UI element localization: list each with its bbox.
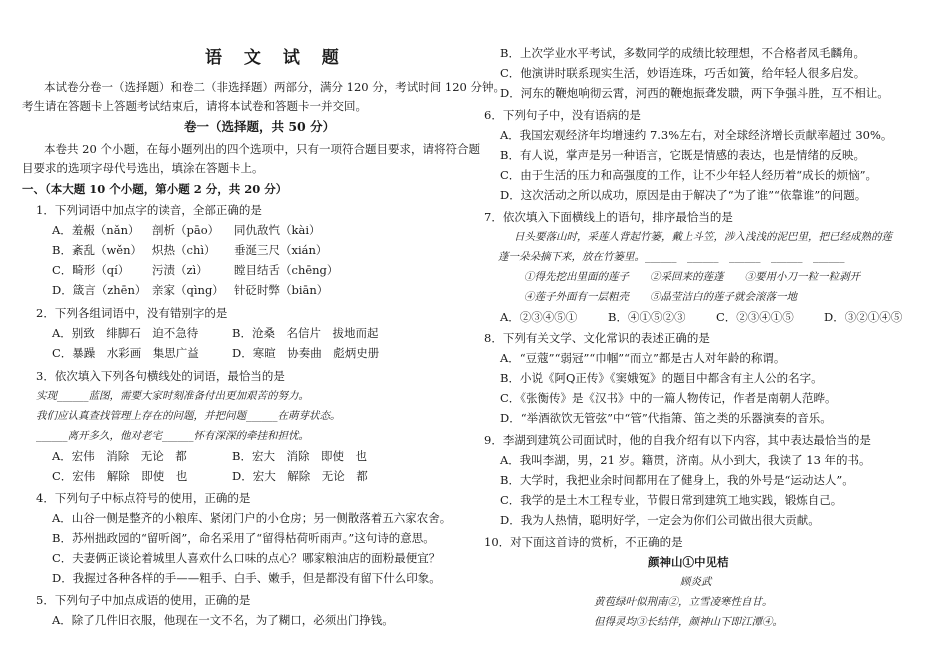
- q9-stem: 9．李湖到建筑公司面试时，他的自我介绍有以下内容，其中表达最恰当的是: [484, 433, 871, 447]
- q8-option-b: B．小说《阿Q正传》《窦娥冤》的题目中都含有主人公的名字。: [500, 371, 823, 385]
- poem-title: 颜神山①中见桔: [648, 555, 729, 569]
- q1-a-1: A．羞赧（nǎn）: [52, 223, 140, 237]
- q6-option-c: C．由于生活的压力和高强度的工作，让不少年轻人经历着“成长的烦恼”。: [500, 168, 878, 182]
- q5-option-a: A．除了几件旧衣服，他现在一文不名，为了糊口，必须出门挣钱。: [52, 613, 394, 627]
- q8-stem: 8．下列有关文学、文化常识的表述正确的是: [484, 331, 710, 345]
- q3-option-c: C．宏伟 解除 即使 也: [52, 469, 188, 483]
- q6-option-d: D．这次活动之所以成功，原因是由于解决了“为了谁”“依靠谁”的问题。: [500, 188, 867, 202]
- q2-option-c: C．暴躁 水彩画 集思广益: [52, 346, 199, 360]
- q9-option-d: D．我为人热情，聪明好学，一定会为你们公司做出很大贡献。: [500, 513, 820, 527]
- q2-option-b: B．沧桑 名信片 拔地而起: [232, 326, 379, 340]
- q8-option-a: A．“豆蔻”“弱冠”“巾帼”“而立”都是古人对年龄的称谓。: [500, 351, 786, 365]
- q3-sentence-1: 实现______蓝图，需要大家时刻准备付出更加艰苦的努力。: [36, 390, 309, 402]
- q7-passage-1: 日头要落山时，采莲人背起竹篓，戴上斗笠，涉入浅浅的泥巴里，把已经成熟的莲: [514, 231, 892, 243]
- q8-option-d: D．“举酒欲饮无管弦”中“管”代指箫、笛之类的乐器演奏的音乐。: [500, 411, 832, 425]
- q7-option-c: C．②③④①⑤: [716, 310, 794, 324]
- poem-author: 顾炎武: [680, 576, 712, 588]
- q2-option-d: D．寒暄 协奏曲 彪炳史册: [232, 346, 380, 360]
- q10-stem: 10．对下面这首诗的赏析，不正确的是: [484, 535, 683, 549]
- q9-option-b: B．大学时，我把业余时间都用在了健身上，我的外号是“运动达人”。: [500, 473, 854, 487]
- q3-option-a: A．宏伟 消除 无论 都: [52, 449, 187, 463]
- q1-c-2: 污渍（zì）: [152, 263, 208, 277]
- section-title: 卷一（选择题，共 50 分）: [184, 119, 336, 134]
- q7-items-2: ④莲子外面有一层粗壳 ⑤晶莹洁白的莲子就会滚落一地: [524, 291, 797, 303]
- q7-passage-2: 蓬一朵朵摘下来，放在竹篓里。______ ______ ______ ______ ______: [498, 251, 845, 263]
- right-column: [484, 0, 934, 671]
- q4-option-a: A．山谷一侧是整齐的小粮库、紧闭门户的小仓房；另一侧散落着五六家农舍。: [52, 511, 452, 525]
- poem-line-2: 但得灵均③长结伴，颜神山下即江潭④。: [594, 616, 783, 628]
- q1-b-1: B．紊乱（wěn）: [52, 243, 143, 257]
- q3-sentence-3: ______离开多久，他对老宅______怀有深深的牵挂和担忧。: [36, 430, 309, 442]
- q6-option-b: B．有人说，掌声是另一种语言，它既是情感的表达，也是情绪的反映。: [500, 148, 865, 162]
- q9-option-a: A．我叫李湖，男，21 岁。籍贯，济南。从小到大，我读了 13 年的书。: [500, 453, 871, 467]
- q1-c-3: 瞠目结舌（chēng）: [234, 263, 339, 277]
- q3-option-b: B．宏大 消除 即使 也: [232, 449, 367, 463]
- q9-option-c: C．我学的是土木工程专业，节假日常到建筑工地实践，锻炼自己。: [500, 493, 843, 507]
- q2-stem: 2．下列各组词语中，没有错别字的是: [36, 306, 228, 320]
- q1-a-2: 剖析（pāo）: [152, 223, 220, 237]
- q1-stem: 1．下列词语中加点字的读音，全部正确的是: [36, 203, 262, 217]
- q5-stem: 5．下列句子中加点成语的使用，正确的是: [36, 593, 251, 607]
- section-intro-1: 本卷共 20 个小题，在每小题列出的四个选项中，只有一项符合题目要求，请将符合题: [44, 142, 480, 156]
- q6-option-a: A．我国宏观经济年均增速约 7.3%左右，对全球经济增长贡献率超过 30%。: [500, 128, 893, 142]
- q2-option-a: A．别致 绯脚石 迫不急待: [52, 326, 199, 340]
- part-one-heading: 一、（本大题 10 个小题，第小题 2 分，共 20 分）: [22, 182, 288, 196]
- q5-option-b: B．上次学业水平考试，多数同学的成绩比较理想，不合格者凤毛麟角。: [500, 46, 865, 60]
- q7-items-1: ①得先挖出里面的莲子 ②采回来的莲蓬 ③要用小刀一粒一粒剥开: [524, 271, 860, 283]
- left-column: [22, 0, 506, 671]
- q7-stem: 7．依次填入下面横线上的语句，排序最恰当的是: [484, 210, 733, 224]
- q7-option-b: B．④①⑤②③: [608, 310, 686, 324]
- q3-sentence-2: 我们应认真查找管理上存在的问题，并把问题______在萌芽状态。: [36, 410, 341, 422]
- q7-option-a: A．②③④⑤①: [500, 310, 578, 324]
- q4-option-c: C．夫妻俩正谈论着城里人喜欢什么口味的点心？哪家粮油店的面粉最便宜？: [52, 551, 441, 565]
- q4-option-b: B．苏州拙政园的“留听阁”，命名采用了“留得枯荷听雨声。”这句诗的意思。: [52, 531, 435, 545]
- exam-title: 语 文 试 题: [205, 48, 347, 68]
- intro-line-1: 本试卷分卷一（选择题）和卷二（非选择题）两部分，满分 120 分，考试时间 120 分钟。: [44, 80, 506, 94]
- q1-d-3: 针砭时弊（biān）: [234, 283, 329, 297]
- q1-b-2: 炽热（chì）: [152, 243, 216, 257]
- section-intro-2: 目要求的选项字母代号选出，填涂在答题卡上。: [22, 161, 264, 175]
- q5-option-c: C．他演讲时联系现实生活，妙语连珠，巧舌如簧，给年轻人很多启发。: [500, 66, 866, 80]
- q4-stem: 4．下列句子中标点符号的使用，正确的是: [36, 491, 251, 505]
- q1-a-3: 同仇敌忾（kài）: [234, 223, 321, 237]
- q7-option-d: D．③②①④⑤: [824, 310, 903, 324]
- q1-d-1: D．箴言（zhēn）: [52, 283, 147, 297]
- poem-line-1: 黄苞绿叶似荆南②，立雪凌寒性自甘。: [594, 596, 773, 608]
- q1-c-1: C．畸形（qí）: [52, 263, 130, 277]
- q1-d-2: 亲家（qìng）: [152, 283, 224, 297]
- q6-stem: 6．下列句子中，没有语病的是: [484, 108, 641, 122]
- q1-b-3: 垂涎三尺（xián）: [234, 243, 328, 257]
- q3-option-d: D．宏大 解除 无论 都: [232, 469, 368, 483]
- q8-option-c: C．《张衡传》是《汉书》中的一篇人物传记，作者是南朝人范晔。: [500, 391, 837, 405]
- q4-option-d: D．我握过各种各样的手——粗手、白手、嫩手，但是都没有留下什么印象。: [52, 571, 441, 585]
- q5-option-d: D．河东的鞭炮响彻云霄，河西的鞭炮振聋发聩，两下争强斗胜，互不相让。: [500, 86, 889, 100]
- intro-line-2: 考生请在答题卡上答题考试结束后，请将本试卷和答题卡一并交回。: [22, 99, 367, 113]
- q3-stem: 3．依次填入下列各句横线处的词语，最恰当的是: [36, 369, 285, 383]
